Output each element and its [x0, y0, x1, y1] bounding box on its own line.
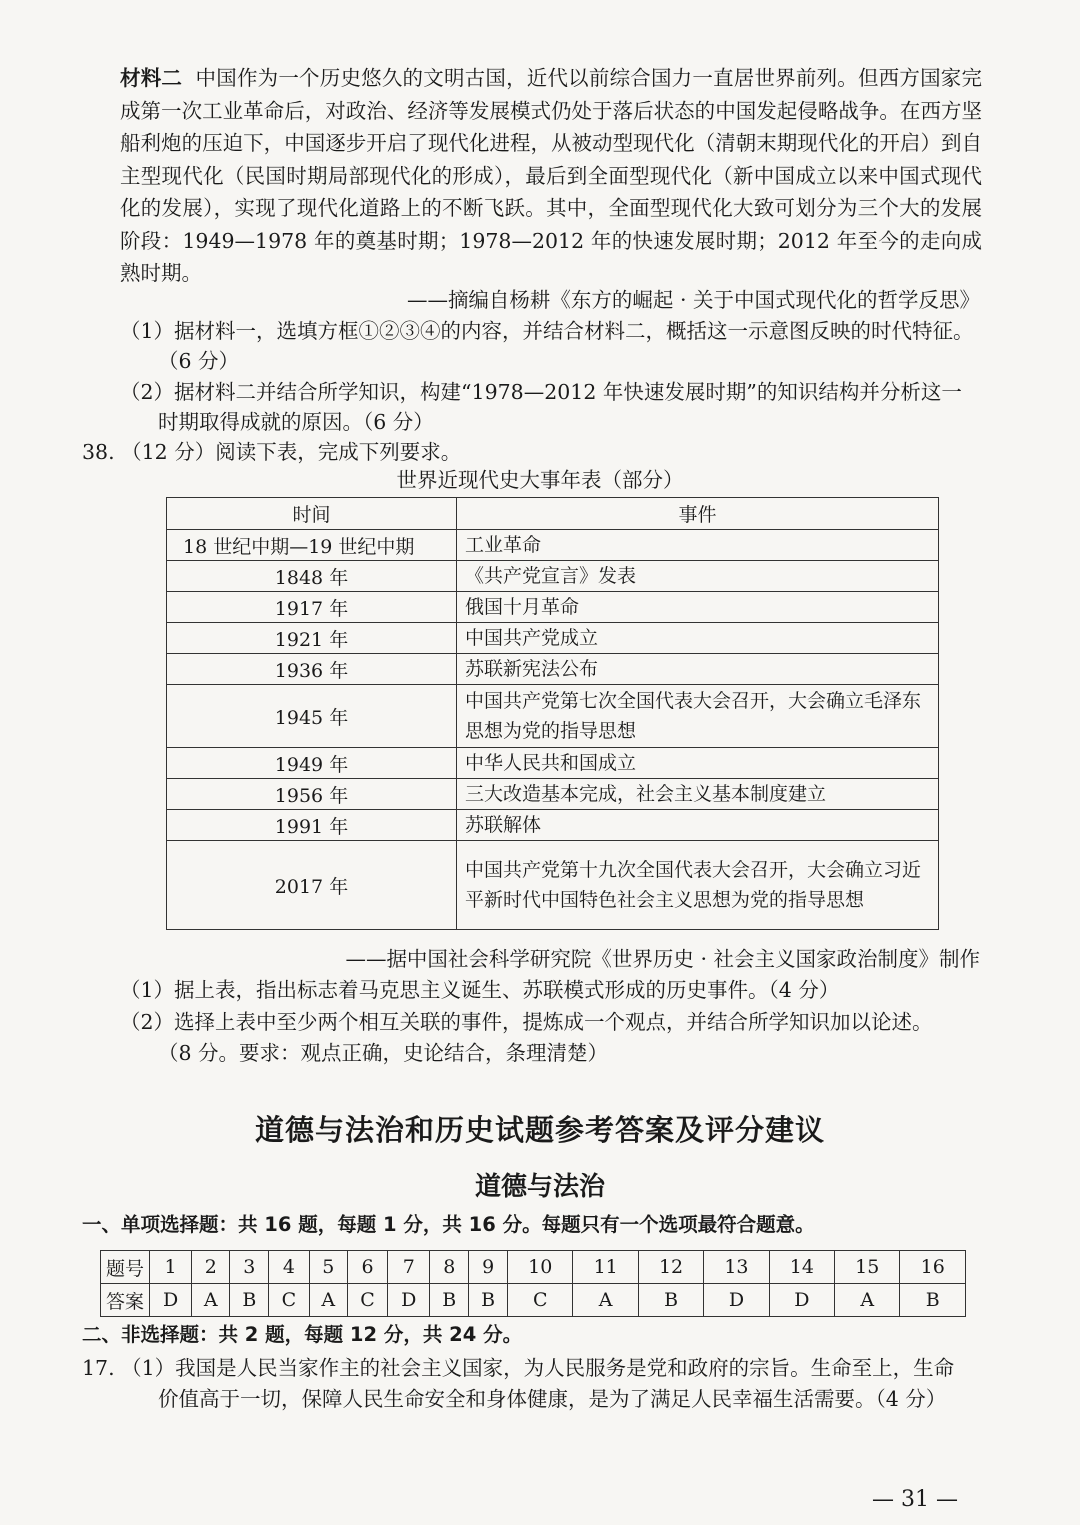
question-number: 7 [388, 1251, 430, 1284]
q37-part1-line1: （1）据材料一，选填方框①②③④的内容，并结合材料二，概括这一示意图反映的时代特征。 [120, 319, 974, 343]
table-row [167, 530, 939, 561]
question-number: 10 [508, 1251, 573, 1284]
row-event: 中国共产党第七次全国代表大会召开，大会确立毛泽东思想为党的指导思想 [457, 685, 939, 748]
answer-choice: D [704, 1284, 769, 1317]
answer-row-label: 答案 [101, 1284, 150, 1317]
table-row [167, 561, 939, 592]
question-number: 5 [309, 1251, 347, 1284]
material-two-paragraph [120, 62, 982, 290]
table-row [167, 685, 939, 748]
answer-choice: B [900, 1284, 966, 1317]
q37-part2-line1: （2）据材料二并结合所学知识，构建“1978—2012 年快速发展时期”的知识结构并分析这一 [120, 380, 962, 404]
table-row [167, 841, 939, 930]
q37-part2-line2: 时期取得成就的原因。（6 分） [158, 410, 434, 434]
row-time: 18 世纪中期—19 世纪中期 [167, 530, 457, 561]
table-row [167, 623, 939, 654]
answer-choice: C [269, 1284, 309, 1317]
section-two-heading: 二、非选择题：共 2 题，每题 12 分，共 24 分。 [82, 1323, 523, 1346]
answer-choice: B [230, 1284, 269, 1317]
q38-part2-line1: （2）选择上表中至少两个相互关联的事件，提炼成一个观点，并结合所学知识加以论述。 [120, 1010, 933, 1034]
row-time: 1921 年 [167, 623, 457, 654]
question-number: 6 [347, 1251, 387, 1284]
q17-answer-line2: 价值高于一切，保障人民生命安全和身体健康，是为了满足人民幸福生活需要。（4 分） [158, 1387, 947, 1411]
row-event: 《共产党宣言》发表 [457, 561, 939, 592]
section-one-heading: 一、单项选择题：共 16 题，每题 1 分，共 16 分。每题只有一个选项最符合题意。 [82, 1213, 815, 1236]
events-table-header [167, 498, 939, 530]
material-two-label: 材料二 [120, 66, 183, 90]
row-time: 2017 年 [167, 841, 457, 930]
table-row [167, 592, 939, 623]
q38-source: ——据中国社会科学研究院《世界历史 · 社会主义国家政治制度》制作 [345, 947, 980, 971]
answer-choice: A [192, 1284, 230, 1317]
number-row-label: 题号 [101, 1251, 150, 1284]
col-time-header: 时间 [167, 498, 457, 530]
question-number: 1 [150, 1251, 192, 1284]
row-time: 1848 年 [167, 561, 457, 592]
table-row [167, 654, 939, 685]
q17-answer-line1: 17. （1）我国是人民当家作主的社会主义国家，为人民服务是党和政府的宗旨。生命至上，生命 [82, 1356, 955, 1380]
question-number: 3 [230, 1251, 269, 1284]
question-number: 8 [430, 1251, 469, 1284]
row-time: 1945 年 [167, 685, 457, 748]
answers-main-title: 道德与法治和历史试题参考答案及评分建议 [254, 1113, 825, 1147]
question-number: 4 [269, 1251, 309, 1284]
col-event-header: 事件 [457, 498, 939, 530]
q38-part1: （1）据上表，指出标志着马克思主义诞生、苏联模式形成的历史事件。（4 分） [120, 978, 840, 1002]
answer-choice: D [150, 1284, 192, 1317]
answers-subject-title: 道德与法治 [474, 1172, 605, 1202]
row-event: 三大改造基本完成，社会主义基本制度建立 [457, 779, 939, 810]
question-number: 14 [769, 1251, 834, 1284]
row-event: 中国共产党成立 [457, 623, 939, 654]
table-row [167, 810, 939, 841]
question-number: 9 [469, 1251, 508, 1284]
question-number: 12 [638, 1251, 703, 1284]
answer-choice: C [347, 1284, 387, 1317]
row-event: 工业革命 [457, 530, 939, 561]
material-two-source: ——摘编自杨耕《东方的崛起 · 关于中国式现代化的哲学反思》 [406, 288, 980, 312]
answer-choice: D [769, 1284, 834, 1317]
question-number: 16 [900, 1251, 966, 1284]
question-number: 11 [573, 1251, 638, 1284]
q38-header: 38. （12 分）阅读下表，完成下列要求。 [82, 440, 462, 464]
row-time: 1991 年 [167, 810, 457, 841]
answer-number-row [101, 1251, 966, 1284]
answer-choice: D [388, 1284, 430, 1317]
row-time: 1956 年 [167, 779, 457, 810]
answer-choice: A [835, 1284, 900, 1317]
answer-choice: B [469, 1284, 508, 1317]
table-row [167, 748, 939, 779]
row-event: 中华人民共和国成立 [457, 748, 939, 779]
events-table [166, 497, 939, 930]
row-event: 中国共产党第十九次全国代表大会召开，大会确立习近平新时代中国特色社会主义思想为党的指导思想 [457, 841, 939, 930]
page-number: — 31 — [872, 1487, 958, 1512]
question-number: 13 [704, 1251, 769, 1284]
question-number: 15 [835, 1251, 900, 1284]
answer-key-table [100, 1250, 966, 1317]
row-time: 1936 年 [167, 654, 457, 685]
row-event: 苏联新宪法公布 [457, 654, 939, 685]
answer-choice: A [309, 1284, 347, 1317]
answer-choice: B [638, 1284, 703, 1317]
material-two-text: 中国作为一个历史悠久的文明古国，近代以前综合国力一直居世界前列。但西方国家完成第一次工业革命后，对政治、经济等发展模式仍处于落后状态的中国发起侵略战争。在西方坚船利炮的压迫下，中国逐步开启了现代化进程，从被动型现代化（清朝末期现代化的开启）到自主型现代化（民国时期局部现代化的形成），最后到全面型现代化（新中国成立以来中国式现代化的发展），实现了现代化道路上的不断飞跃。其中，全面型现代化大致可划分为三个大的发展阶段：1949—1978 年的奠基时期；1978—2012 年的快速发展时期；2012 年至今的走向成熟时期。 [120, 66, 982, 285]
question-number: 2 [192, 1251, 230, 1284]
q38-part2-line2: （8 分。要求：观点正确，史论结合，条理清楚） [158, 1041, 609, 1065]
q37-part1-line2: （6 分） [158, 349, 240, 373]
answer-choice-row [101, 1284, 966, 1317]
row-event: 俄国十月革命 [457, 592, 939, 623]
answer-choice: B [430, 1284, 469, 1317]
answer-choice: A [573, 1284, 638, 1317]
table-row [167, 779, 939, 810]
row-time: 1949 年 [167, 748, 457, 779]
row-event: 苏联解体 [457, 810, 939, 841]
row-time: 1917 年 [167, 592, 457, 623]
answer-choice: C [508, 1284, 573, 1317]
q38-table-title: 世界近现代史大事年表（部分） [396, 468, 684, 492]
